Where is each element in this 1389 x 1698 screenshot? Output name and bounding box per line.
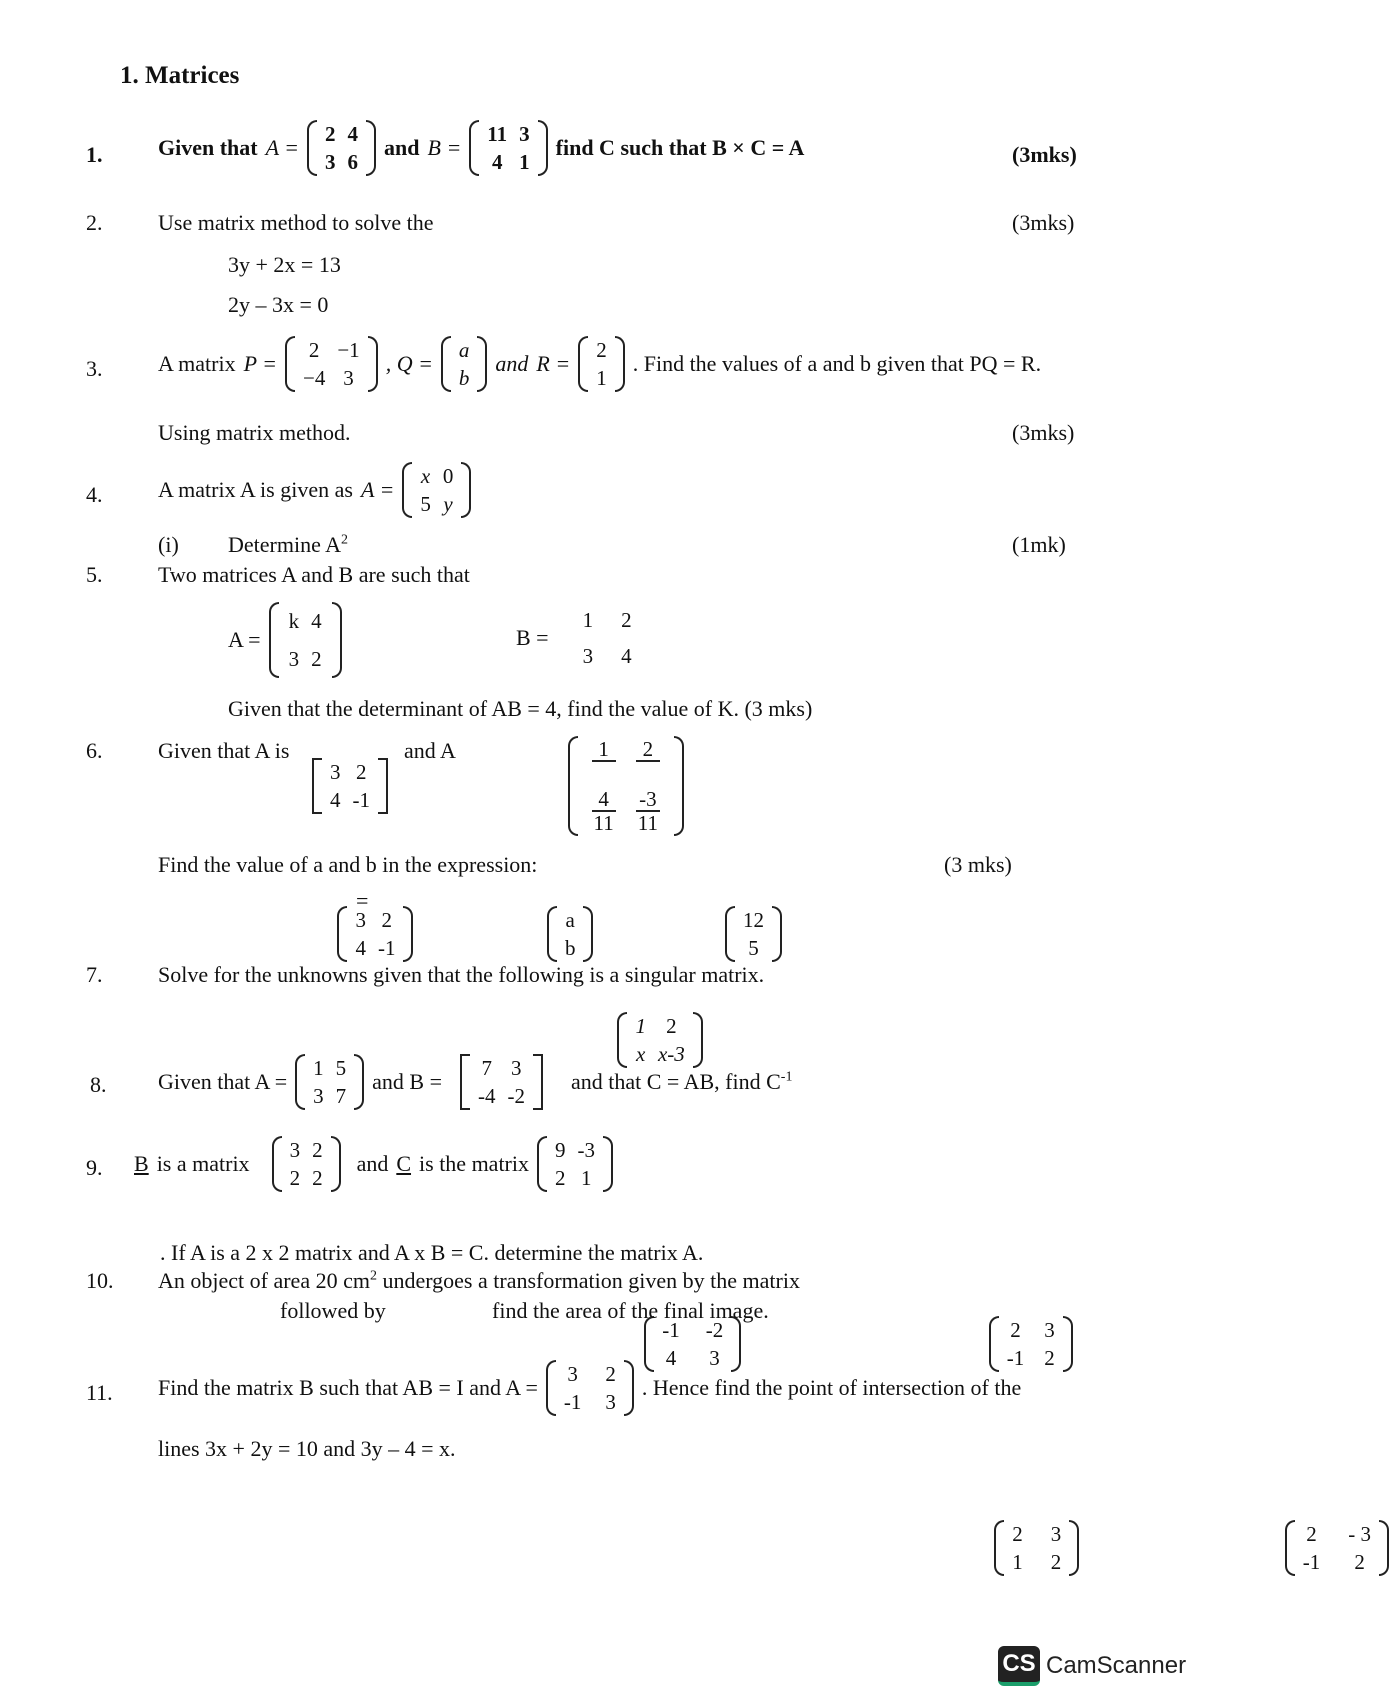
q2-equation-1: 3y + 2x = 13 [228,252,341,277]
q11-matrix-a: 3 2 -1 3 [546,1360,634,1416]
q8-line [158,1054,792,1110]
q9-matrix-b: 3 2 2 2 [272,1136,341,1192]
q9-text2: and [356,1151,389,1176]
q5-text: Two matrices A and B are such that [158,562,470,587]
q11-text3: lines 3x + 2y = 10 and 3y – 4 = x. [158,1436,456,1461]
q10-number: 10. [86,1268,114,1293]
q11-text2: . Hence find the point of intersection of the [641,1375,1022,1400]
q6-number: 6. [86,738,103,763]
q4-sub-number: (i) [158,532,179,557]
q5-matrix-b: 1 2 3 4 [582,608,632,668]
q3-and: and [495,351,529,376]
q4-matrix-a: x 0 5 y [402,462,471,518]
q11-line [158,1360,1021,1416]
q11-matrix-2: 2 - 3 -1 2 [1285,1520,1389,1576]
q1-and: and [384,135,420,160]
q4-sub-question: Determine $A^2$ [228,532,349,557]
q7-number: 7. [86,962,103,987]
q3-matrix-q: a b [441,336,488,392]
q1-number: 1. [86,142,103,167]
q8-text3: and that C = AB, find $C^{-1}$ [570,1069,793,1094]
q3-q-label: , Q = [385,351,433,376]
q4-a-label: A = [360,477,395,502]
q10-text3: followed by [280,1298,386,1323]
q1-marks: (3mks) [1012,142,1077,167]
q4-line [158,462,471,518]
q3-matrix-p: 2 −1 −4 3 [285,336,378,392]
q6-coefficient-matrix: 3 2 4 -1 [337,906,413,962]
q6-marks: (3 mks) [944,852,1012,877]
q6-equals: = [356,888,369,913]
q6-matrix-a: 3 2 4 -1 [312,758,388,814]
q1-matrix-a: 2 4 3 6 [307,120,376,176]
q5-number: 5. [86,562,103,587]
q9-number: 9. [86,1155,103,1180]
q4-text: A matrix A is given as [158,477,353,502]
q9-text1: is a matrix [156,1151,250,1176]
q5-matrix-a: k 4 3 2 [269,602,342,678]
q10-matrix-1: -1 -2 4 3 [644,1316,741,1372]
q8-text1: Given that A = [158,1069,288,1094]
q4-marks: (1mk) [1012,532,1066,557]
camscanner-icon: CS [998,1646,1040,1686]
q1-text2: find C such that B × C = A [555,135,805,160]
q10-text4: find the area of the final image. [492,1298,769,1323]
page-heading: 1. Matrices [120,62,240,89]
q10-text1: An object of area 20 $cm^2$ undergoes a transformation given by the matrix [158,1268,800,1293]
q9-text3: is the matrix [419,1151,529,1176]
q3-p-label: P = [243,351,277,376]
q3-text3: Using matrix method. [158,420,351,445]
q6-matrix-inverse: 1 2 4 11 -3 11 [568,736,684,836]
q8-matrix-b: 7 3 -4 -2 [460,1054,543,1110]
q5-matrix-a-line [228,602,342,678]
q8-matrix-a: 1 5 3 7 [295,1054,364,1110]
q9-matrix-c: 9 -3 2 1 [537,1136,613,1192]
q6-text3: Find the value of a and b in the expression: [158,852,538,877]
q8-number: 8. [90,1072,107,1097]
q9-line [134,1136,613,1192]
q7-singular-matrix: 1 2 x x-3 [617,1012,702,1068]
q9-b-letter: B [134,1151,149,1176]
q5-matrix-b-line [516,602,658,674]
q11-matrix-1: 2 3 1 2 [994,1520,1079,1576]
q1-b-label: B = [427,135,462,160]
q5-b-label: B = [516,625,549,650]
q2-marks: (3mks) [1012,210,1075,235]
q3-r-label: R = [536,351,571,376]
q1-text1: Given that [158,135,258,160]
q8-text2: and B = [372,1069,442,1094]
q10-matrix-2: 2 3 -1 2 [989,1316,1073,1372]
q4-number: 4. [86,482,103,507]
q6-text2: and A [404,738,456,763]
q6-variable-vector: a b [547,906,594,962]
q5-a-label: A = [228,627,261,652]
q2-number: 2. [86,210,103,235]
q3-number: 3. [86,356,103,381]
q3-matrix-r: 2 1 [578,336,625,392]
q9-text4: . If A is a 2 x 2 matrix and A x B = C. determine the matrix A. [160,1240,704,1265]
q3-line [158,336,1041,392]
q9-c-letter: C [396,1151,412,1176]
q6-text1: Given that A is [158,738,290,763]
q3-text1: A matrix [158,351,236,376]
q3-marks: (3mks) [1012,420,1075,445]
q1-line [158,120,804,176]
q6-result-vector: 12 5 [725,906,782,962]
q2-equation-2: 2y – 3x = 0 [228,292,329,317]
q2-text: Use matrix method to solve the [158,210,434,235]
q7-text: Solve for the unknowns given that the following is a singular matrix. [158,962,765,987]
q11-number: 11. [86,1380,113,1405]
camscanner-logo [998,1646,1186,1686]
camscanner-name: CamScanner [1046,1652,1187,1679]
q5-text2: Given that the determinant of AB = 4, find the value of K. (3 mks) [228,696,813,721]
q11-text1: Find the matrix B such that AB = I and A = [158,1375,538,1400]
q1-matrix-b: 11 3 4 1 [469,120,547,176]
q1-a-label: A = [265,135,300,160]
q3-text2: . Find the values of a and b given that PQ = R. [632,351,1042,376]
